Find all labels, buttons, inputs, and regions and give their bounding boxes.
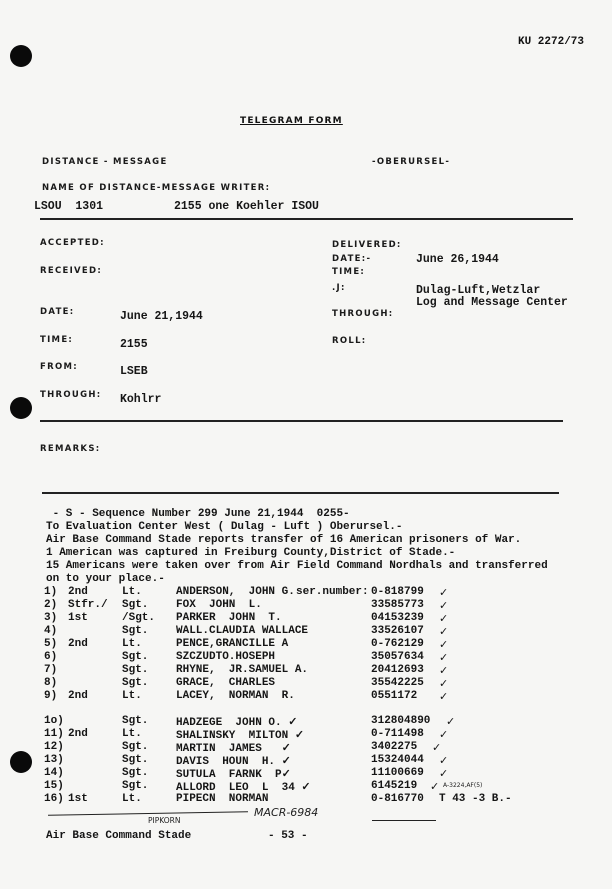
received-label: RECEIVED: [40, 266, 103, 276]
header-divider [40, 218, 573, 220]
serial-number: 35542225 [371, 677, 424, 689]
prisoner-row: 14) Sgt. SUTULA FARNK P✓ 11100669 ✓ [44, 767, 449, 781]
time-value: 2155 [120, 338, 148, 351]
macr-annotation: MACR-6984 [254, 806, 319, 819]
prisoner-row: 9) 2nd Lt. LACEY, NORMAN R. 0551172 ✓ [44, 690, 449, 703]
writer-label: NAME OF DISTANCE-MESSAGE WRITER: [42, 183, 271, 193]
prisoner-row: 6) Sgt. SZCZUDTO.HOSEPH 35057634 ✓ [44, 651, 449, 664]
j-label: .J: [332, 283, 346, 293]
message-body [46, 508, 548, 586]
serial-number: 312804890 [371, 715, 431, 727]
message-line: - S - Sequence Number 299 June 21,1944 0255- [46, 508, 350, 520]
serial-number: 0-762129 [371, 638, 424, 650]
check-icon: ✓ [439, 651, 449, 664]
check-icon: ✓ [439, 586, 449, 599]
check-icon: ✓ [439, 767, 449, 780]
fields-divider [40, 420, 563, 422]
from-value: LSEB [120, 365, 148, 378]
check-icon: ✓ [430, 780, 440, 793]
message-line: To Evaluation Center West ( Dulag - Luft ) Oberursel.- [46, 521, 403, 533]
j-value-line1: Dulag-Luft,Wetzlar [416, 284, 541, 297]
check-icon: ✓ [439, 677, 449, 690]
roll-label: ROLL: [332, 336, 367, 346]
serial-number: 0-818799 [371, 586, 424, 598]
check-icon: ✓ [439, 625, 449, 638]
prisoner-row: 11) 2nd Lt. SHALINSKY MILTON ✓ 0-711498 ✓ [44, 728, 449, 742]
check-icon: ✓ [439, 754, 449, 767]
prisoner-row: 1o) Sgt. HADZEGE JOHN O. ✓ 312804890 ✓ [44, 715, 456, 729]
check-icon: ✓ [446, 715, 456, 728]
delivered-time-label: TIME: [332, 267, 366, 277]
date-value: June 21,1944 [120, 310, 203, 323]
delivered-date-value: June 26,1944 [416, 253, 499, 266]
delivered-date-label: DATE:- [332, 254, 372, 264]
serial-number: 11100669 [371, 767, 424, 779]
right-through-label: THROUGH: [332, 309, 394, 319]
check-icon: ✓ [439, 638, 449, 651]
delivered-label: DELIVERED: [332, 240, 402, 250]
writer-value-left: LSOU 1301 [34, 200, 104, 213]
prisoner-row: 1) 2nd Lt. ANDERSON, JOHN G. ser.number: 0-818799 ✓ [44, 586, 449, 599]
serial-underline [372, 820, 436, 821]
from-label: FROM: [40, 362, 78, 372]
date-label: DATE: [40, 307, 75, 317]
pipkorn-annotation: PIPKORN [148, 816, 181, 825]
prisoner-row: 7) Sgt. RHYNE, JR.SAMUEL A. 20412693 ✓ [44, 664, 449, 677]
ser-number-label: ser.number: [296, 586, 369, 598]
message-line: 1 American was captured in Freiburg County,District of Stade.- [46, 547, 456, 559]
remarks-label: REMARKS: [40, 444, 101, 454]
prisoner-row: 15) Sgt. ALLORD LEO L 34 ✓ 6145219 ✓ [44, 780, 440, 794]
serial-number: 33585773 [371, 599, 424, 611]
punch-hole-middle [10, 397, 32, 419]
serial-number: 04153239 [371, 612, 424, 624]
serial-suffix: T 43 -3 B.- [439, 793, 512, 805]
check-icon: ✓ [439, 690, 449, 703]
serial-number: 35057634 [371, 651, 424, 663]
message-line: on to your place.- [46, 573, 165, 585]
j-value-line2: Log and Message Center [416, 296, 568, 309]
message-line: 15 Americans were taken over from Air Field Command Nordhals and transferred [46, 560, 548, 572]
serial-number: 33526107 [371, 625, 424, 637]
check-icon: ✓ [439, 664, 449, 677]
serial-number: 0551172 [371, 690, 418, 702]
prisoner-row: 5) 2nd Lt. PENCE,GRANCILLE A 0-762129 ✓ [44, 638, 449, 651]
time-label: TIME: [40, 335, 74, 345]
through-value: Kohlrr [120, 393, 162, 406]
page-title: TELEGRAM FORM [240, 116, 343, 126]
serial-number: 0-816770 [371, 793, 424, 805]
prisoner-row: 16) 1st Lt. PIPECN NORMAN 0-816770 T 43 -3 B.- [44, 793, 512, 805]
serial-number: 3402275 [371, 741, 418, 753]
prisoner-row: 8) Sgt. GRACE, CHARLES 35542225 ✓ [44, 677, 449, 690]
through-label: THROUGH: [40, 390, 102, 400]
check-icon: ✓ [439, 612, 449, 625]
prisoner-row: 13) Sgt. DAVIS HOUN H. ✓ 15324044 ✓ [44, 754, 449, 768]
check-icon: ✓ [432, 741, 442, 754]
message-line: Air Base Command Stade reports transfer of 16 American prisoners of War. [46, 534, 522, 546]
reference-number: KU 2272/73 [518, 36, 585, 48]
afs-note: A-3224,AF(5) [443, 782, 483, 789]
punch-hole-bottom [10, 751, 32, 773]
accepted-label: ACCEPTED: [40, 238, 105, 248]
serial-number: 0-711498 [371, 728, 424, 740]
serial-number: 6145219 [371, 780, 418, 792]
punch-hole-top [10, 45, 32, 67]
check-icon: ✓ [439, 728, 449, 741]
page-number: - 53 - [268, 830, 308, 842]
writer-value-right: 2155 one Koehler ISOU [174, 200, 319, 213]
serial-number: 15324044 [371, 754, 424, 766]
prisoner-row: 12) Sgt. MARTIN JAMES ✓ 3402275 ✓ [44, 741, 442, 755]
remarks-divider [42, 492, 559, 494]
footer-left: Air Base Command Stade [46, 830, 192, 842]
distance-message-label: DISTANCE - MESSAGE [42, 157, 168, 167]
prisoner-row: 3) 1st /Sgt. PARKER JOHN T. 04153239 ✓ [44, 612, 449, 625]
prisoner-row: 2) Stfr./ Sgt. FOX JOHN L. 33585773 ✓ [44, 599, 449, 612]
check-icon: ✓ [439, 599, 449, 612]
serial-number: 20412693 [371, 664, 424, 676]
prisoner-row: 4) Sgt. WALL.CLAUDIA WALLACE 33526107 ✓ [44, 625, 449, 638]
location-label: -OBERURSEL- [372, 157, 451, 167]
